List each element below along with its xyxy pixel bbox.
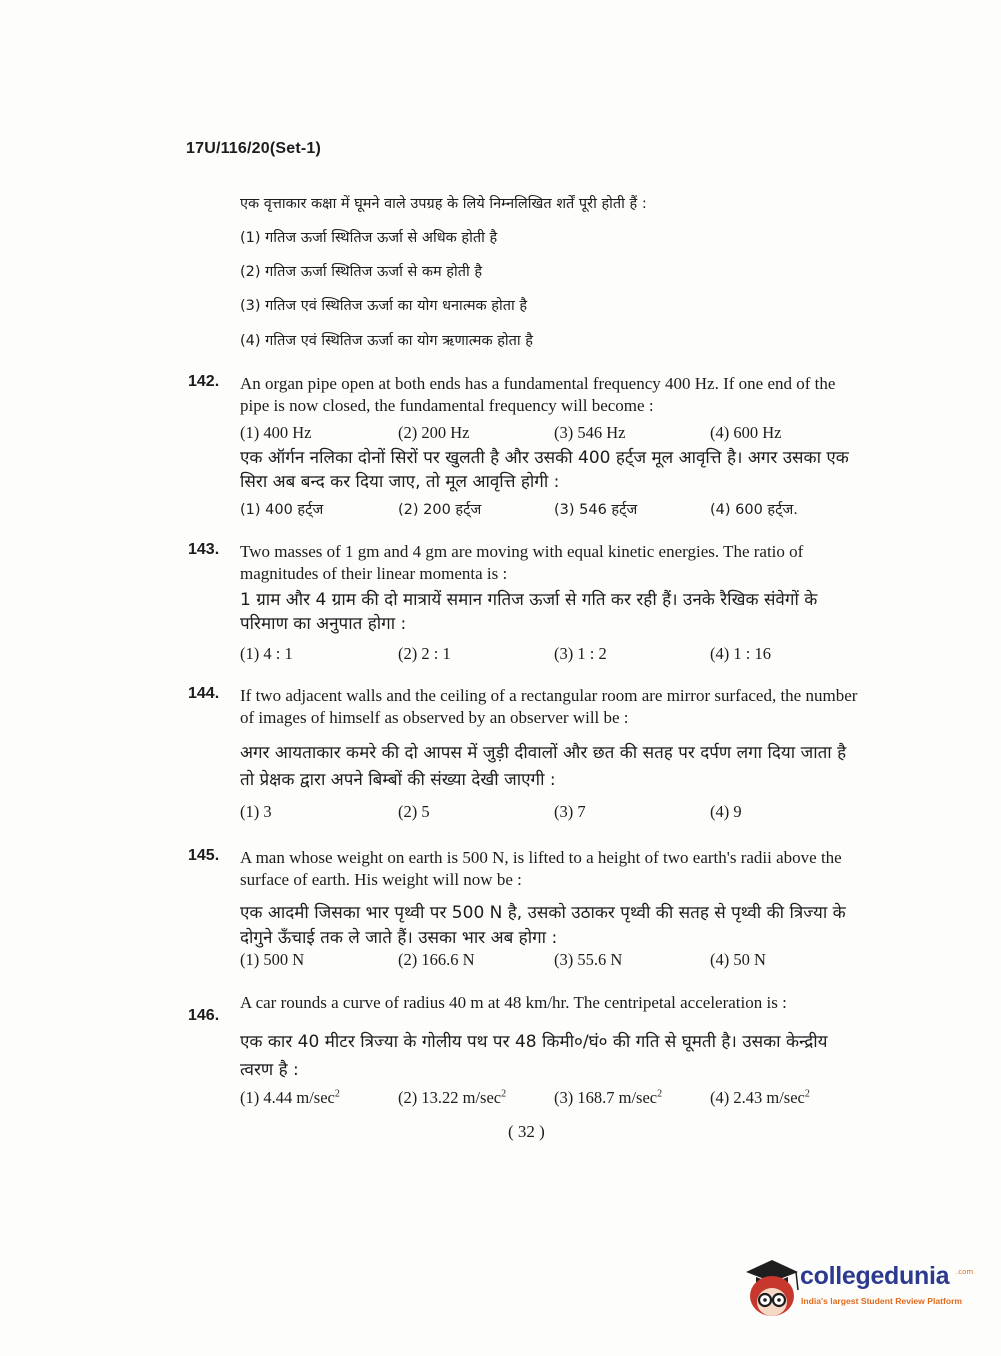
- q146-option-2: [398, 1088, 506, 1108]
- q145-options: [240, 950, 860, 972]
- q146-option-4: [710, 1088, 810, 1108]
- q146-options: [240, 1088, 860, 1110]
- q146-stem-hi: एक कार 40 मीटर त्रिज्या के गोलीय पथ पर 48 किमी०/घं० की गति से घूमती है। उसका केन्द्रीय त्वरण है :: [240, 1032, 828, 1080]
- q145-option-3: (3) 55.6 N: [554, 950, 623, 969]
- q142-stem-en: An organ pipe open at both ends has a fundamental frequency 400 Hz. If one end of the pipe is now closed, the fundamental frequency will become :: [240, 374, 836, 415]
- q143-options: [240, 644, 860, 666]
- q142-option-en-4: (4) 600 Hz: [710, 423, 782, 442]
- q143-stem-hi: 1 ग्राम और 4 ग्राम की दो मात्रायें समान गतिज ऊर्जा से गति कर रही हैं। उनके रैखिक संवेगों के परिमाण का अनुपात होगा :: [240, 590, 818, 634]
- q144-option-2: (2) 5: [398, 802, 430, 821]
- q142-number: 142.: [188, 373, 220, 390]
- q142-options-hi: [240, 499, 860, 521]
- q143-option-4: (4) 1 : 16: [710, 644, 771, 663]
- q142-option-en-3: (3) 546 Hz: [554, 423, 626, 442]
- q145-stem-en: A man whose weight on earth is 500 N, is lifted to a height of two earth's radii above the surface of earth. His weight will now be :: [240, 848, 842, 889]
- q144-option-1: (1) 3: [240, 802, 272, 821]
- q142-option-hi-3: (3) 546 हर्ट्ज: [554, 502, 638, 518]
- q143-number: 143.: [188, 541, 220, 558]
- q146-option-2-text: (2) 13.22 m/sec: [398, 1088, 502, 1107]
- brand-domain: .com: [956, 1268, 974, 1276]
- q144-stem-en: If two adjacent walls and the ceiling of a rectangular room are mirror surfaced, the number of images of himself as observed by an observer will be :: [240, 686, 858, 727]
- mascot-icon: [746, 1260, 798, 1316]
- q141-option-3: (3) गतिज एवं स्थितिज ऊर्जा का योग धनात्मक होता है: [240, 298, 528, 314]
- q141-option-1: (1) गतिज ऊर्जा स्थितिज ऊर्जा से अधिक होती है: [240, 230, 498, 246]
- q142-option-en-1: (1) 400 Hz: [240, 423, 312, 442]
- q142-option-hi-1: (1) 400 हर्ट्ज: [240, 502, 324, 518]
- q145-option-2: (2) 166.6 N: [398, 950, 475, 969]
- q146-option-4-sup: 2: [804, 1088, 810, 1100]
- q141-option-2: (2) गतिज ऊर्जा स्थितिज ऊर्जा से कम होती है: [240, 264, 483, 280]
- q143-option-1: (1) 4 : 1: [240, 644, 293, 663]
- q145-option-4: (4) 50 N: [710, 950, 766, 969]
- q142-option-hi-2: (2) 200 हर्ट्ज: [398, 502, 482, 518]
- q144-option-4: (4) 9: [710, 802, 742, 821]
- q145-stem-hi: एक आदमी जिसका भार पृथ्वी पर 500 N है, उसको उठाकर पृथ्वी की सतह से पृथ्वी की त्रिज्या के दोगुने ऊँचाई तक ले जाते हैं। उसका भार अब होगा :: [240, 903, 846, 948]
- q141-option-4: (4) गतिज एवं स्थितिज ऊर्जा का योग ऋणात्मक होता है: [240, 333, 533, 349]
- q146-option-1-text: (1) 4.44 m/sec: [240, 1088, 335, 1107]
- q146-option-3: [554, 1088, 662, 1108]
- page-number: ( 32 ): [508, 1122, 545, 1141]
- q142-stem-hi: एक ऑर्गन नलिका दोनों सिरों पर खुलती है और उसकी 400 हर्ट्ज मूल आवृत्ति है। अगर उसका एक सिरा अब बन्द कर दिया जाए, तो मूल आवृत्ति होगी :: [240, 448, 849, 492]
- q145-option-1: (1) 500 N: [240, 950, 305, 969]
- q144-options: [240, 802, 860, 824]
- q145-number: 145.: [188, 847, 220, 864]
- q144-number: 144.: [188, 685, 220, 702]
- q143-option-3: (3) 1 : 2: [554, 644, 607, 663]
- q146-option-3-sup: 2: [657, 1088, 663, 1100]
- q146-stem-en: A car rounds a curve of radius 40 m at 48 km/hr. The centripetal acceleration is :: [240, 993, 787, 1012]
- q144-stem-hi: अगर आयताकार कमरे की दो आपस में जुड़ी दीवालों और छत की सतह पर दर्पण लगा दिया जाता है तो प्रेक्षक द्वारा अपने बिम्बों की संख्या देखी जाएगी :: [240, 743, 847, 790]
- q146-option-1: [240, 1088, 340, 1108]
- q142-option-hi-4: (4) 600 हर्ट्ज.: [710, 502, 798, 518]
- q142-options-en: [240, 423, 860, 445]
- paper-code: 17U/116/20(Set-1): [186, 140, 322, 157]
- q146-option-1-sup: 2: [334, 1088, 340, 1100]
- q143-option-2: (2) 2 : 1: [398, 644, 451, 663]
- q142-option-en-2: (2) 200 Hz: [398, 423, 470, 442]
- q146-number: 146.: [188, 1007, 220, 1024]
- q146-option-2-sup: 2: [501, 1088, 507, 1100]
- brand-name: collegedunia: [800, 1262, 950, 1290]
- q143-stem-en: Two masses of 1 gm and 4 gm are moving with equal kinetic energies. The ratio of magnitudes of their linear momenta is :: [240, 542, 804, 583]
- brand-tagline: India's largest Student Review Platform: [801, 1296, 963, 1306]
- q146-option-4-text: (4) 2.43 m/sec: [710, 1088, 805, 1107]
- q146-option-3-text: (3) 168.7 m/sec: [554, 1088, 658, 1107]
- q141-stem-hi: एक वृत्ताकार कक्षा में घूमने वाले उपग्रह के लिये निम्नलिखित शर्तें पूरी होती हैं :: [240, 196, 647, 212]
- q144-option-3: (3) 7: [554, 802, 586, 821]
